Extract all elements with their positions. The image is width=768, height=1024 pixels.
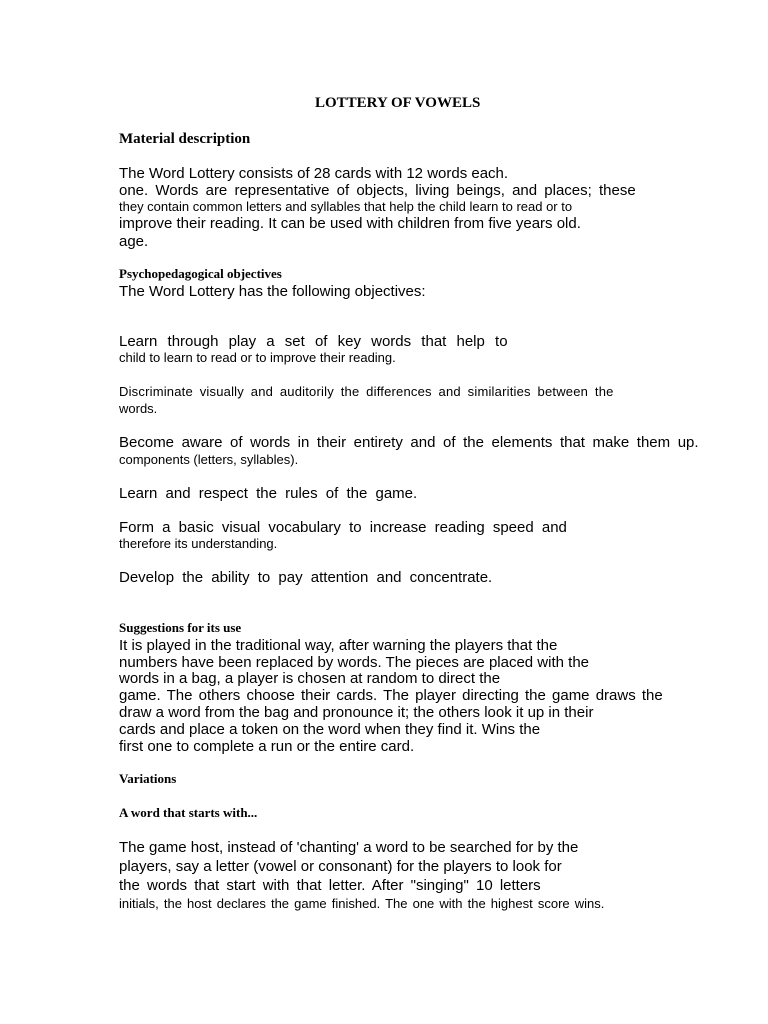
variations-subheading: A word that starts with... xyxy=(119,805,258,820)
section-heading-material: Material description xyxy=(119,131,251,147)
objective-item-line: therefore its understanding. xyxy=(119,536,278,551)
objectives-intro: The Word Lottery has the following objectives: xyxy=(119,283,426,300)
material-line: The Word Lottery consists of 28 cards with 12 words each. xyxy=(119,165,509,182)
objective-item-line: Develop the ability to pay attention and concentrate. xyxy=(119,569,493,586)
variations-line: the words that start with that letter. After "singing" 10 letters xyxy=(119,877,541,894)
objective-item-line: child to learn to read or to improve their reading. xyxy=(119,350,396,365)
section-heading-variations: Variations xyxy=(119,771,177,786)
objective-item-line: words. xyxy=(119,401,158,416)
material-line-text: one. Words are representative of objects, living beings, and places; these xyxy=(119,182,636,199)
material-line xyxy=(119,183,662,198)
variations-line: initials, the host declares the game finished. The one with the highest score wins. xyxy=(119,896,605,911)
objective-item-line: components (letters, syllables). xyxy=(119,452,299,467)
objective-item-line: Learn and respect the rules of the game. xyxy=(119,485,418,502)
suggestions-line: words in a bag, a player is chosen at random to direct the xyxy=(119,670,501,687)
suggestions-line: draw a word from the bag and pronounce it; the others look it up in their xyxy=(119,704,594,721)
suggestions-line: numbers have been replaced by words. The pieces are placed with the xyxy=(119,654,590,671)
objective-item-line: Learn through play a set of key words that help to xyxy=(119,333,508,350)
objective-item-line: Discriminate visually and auditorily the differences and similarities between the xyxy=(119,384,614,399)
material-line: age. xyxy=(119,233,149,250)
section-heading-objectives: Psychopedagogical objectives xyxy=(119,266,282,281)
material-line: they contain common letters and syllables that help the child learn to read or to xyxy=(119,199,573,214)
suggestions-line: cards and place a token on the word when they find it. Wins the xyxy=(119,721,541,738)
objective-item-line: Form a basic visual vocabulary to increase reading speed and xyxy=(119,519,567,536)
suggestions-line: first one to complete a run or the entire card. xyxy=(119,738,415,755)
suggestions-line: It is played in the traditional way, after warning the players that the xyxy=(119,637,558,654)
variations-line: players, say a letter (vowel or consonant) for the players to look for xyxy=(119,858,562,875)
section-heading-suggestions: Suggestions for its use xyxy=(119,620,242,635)
document-title: LOTTERY OF VOWELS xyxy=(315,95,481,111)
objective-item-line: Become aware of words in their entirety and of the elements that make them up. xyxy=(119,434,699,451)
variations-line: The game host, instead of 'chanting' a word to be searched for by the xyxy=(119,839,579,856)
material-line: improve their reading. It can be used with children from five years old. xyxy=(119,215,581,232)
suggestions-line: game. The others choose their cards. The player directing the game draws the xyxy=(119,687,663,704)
